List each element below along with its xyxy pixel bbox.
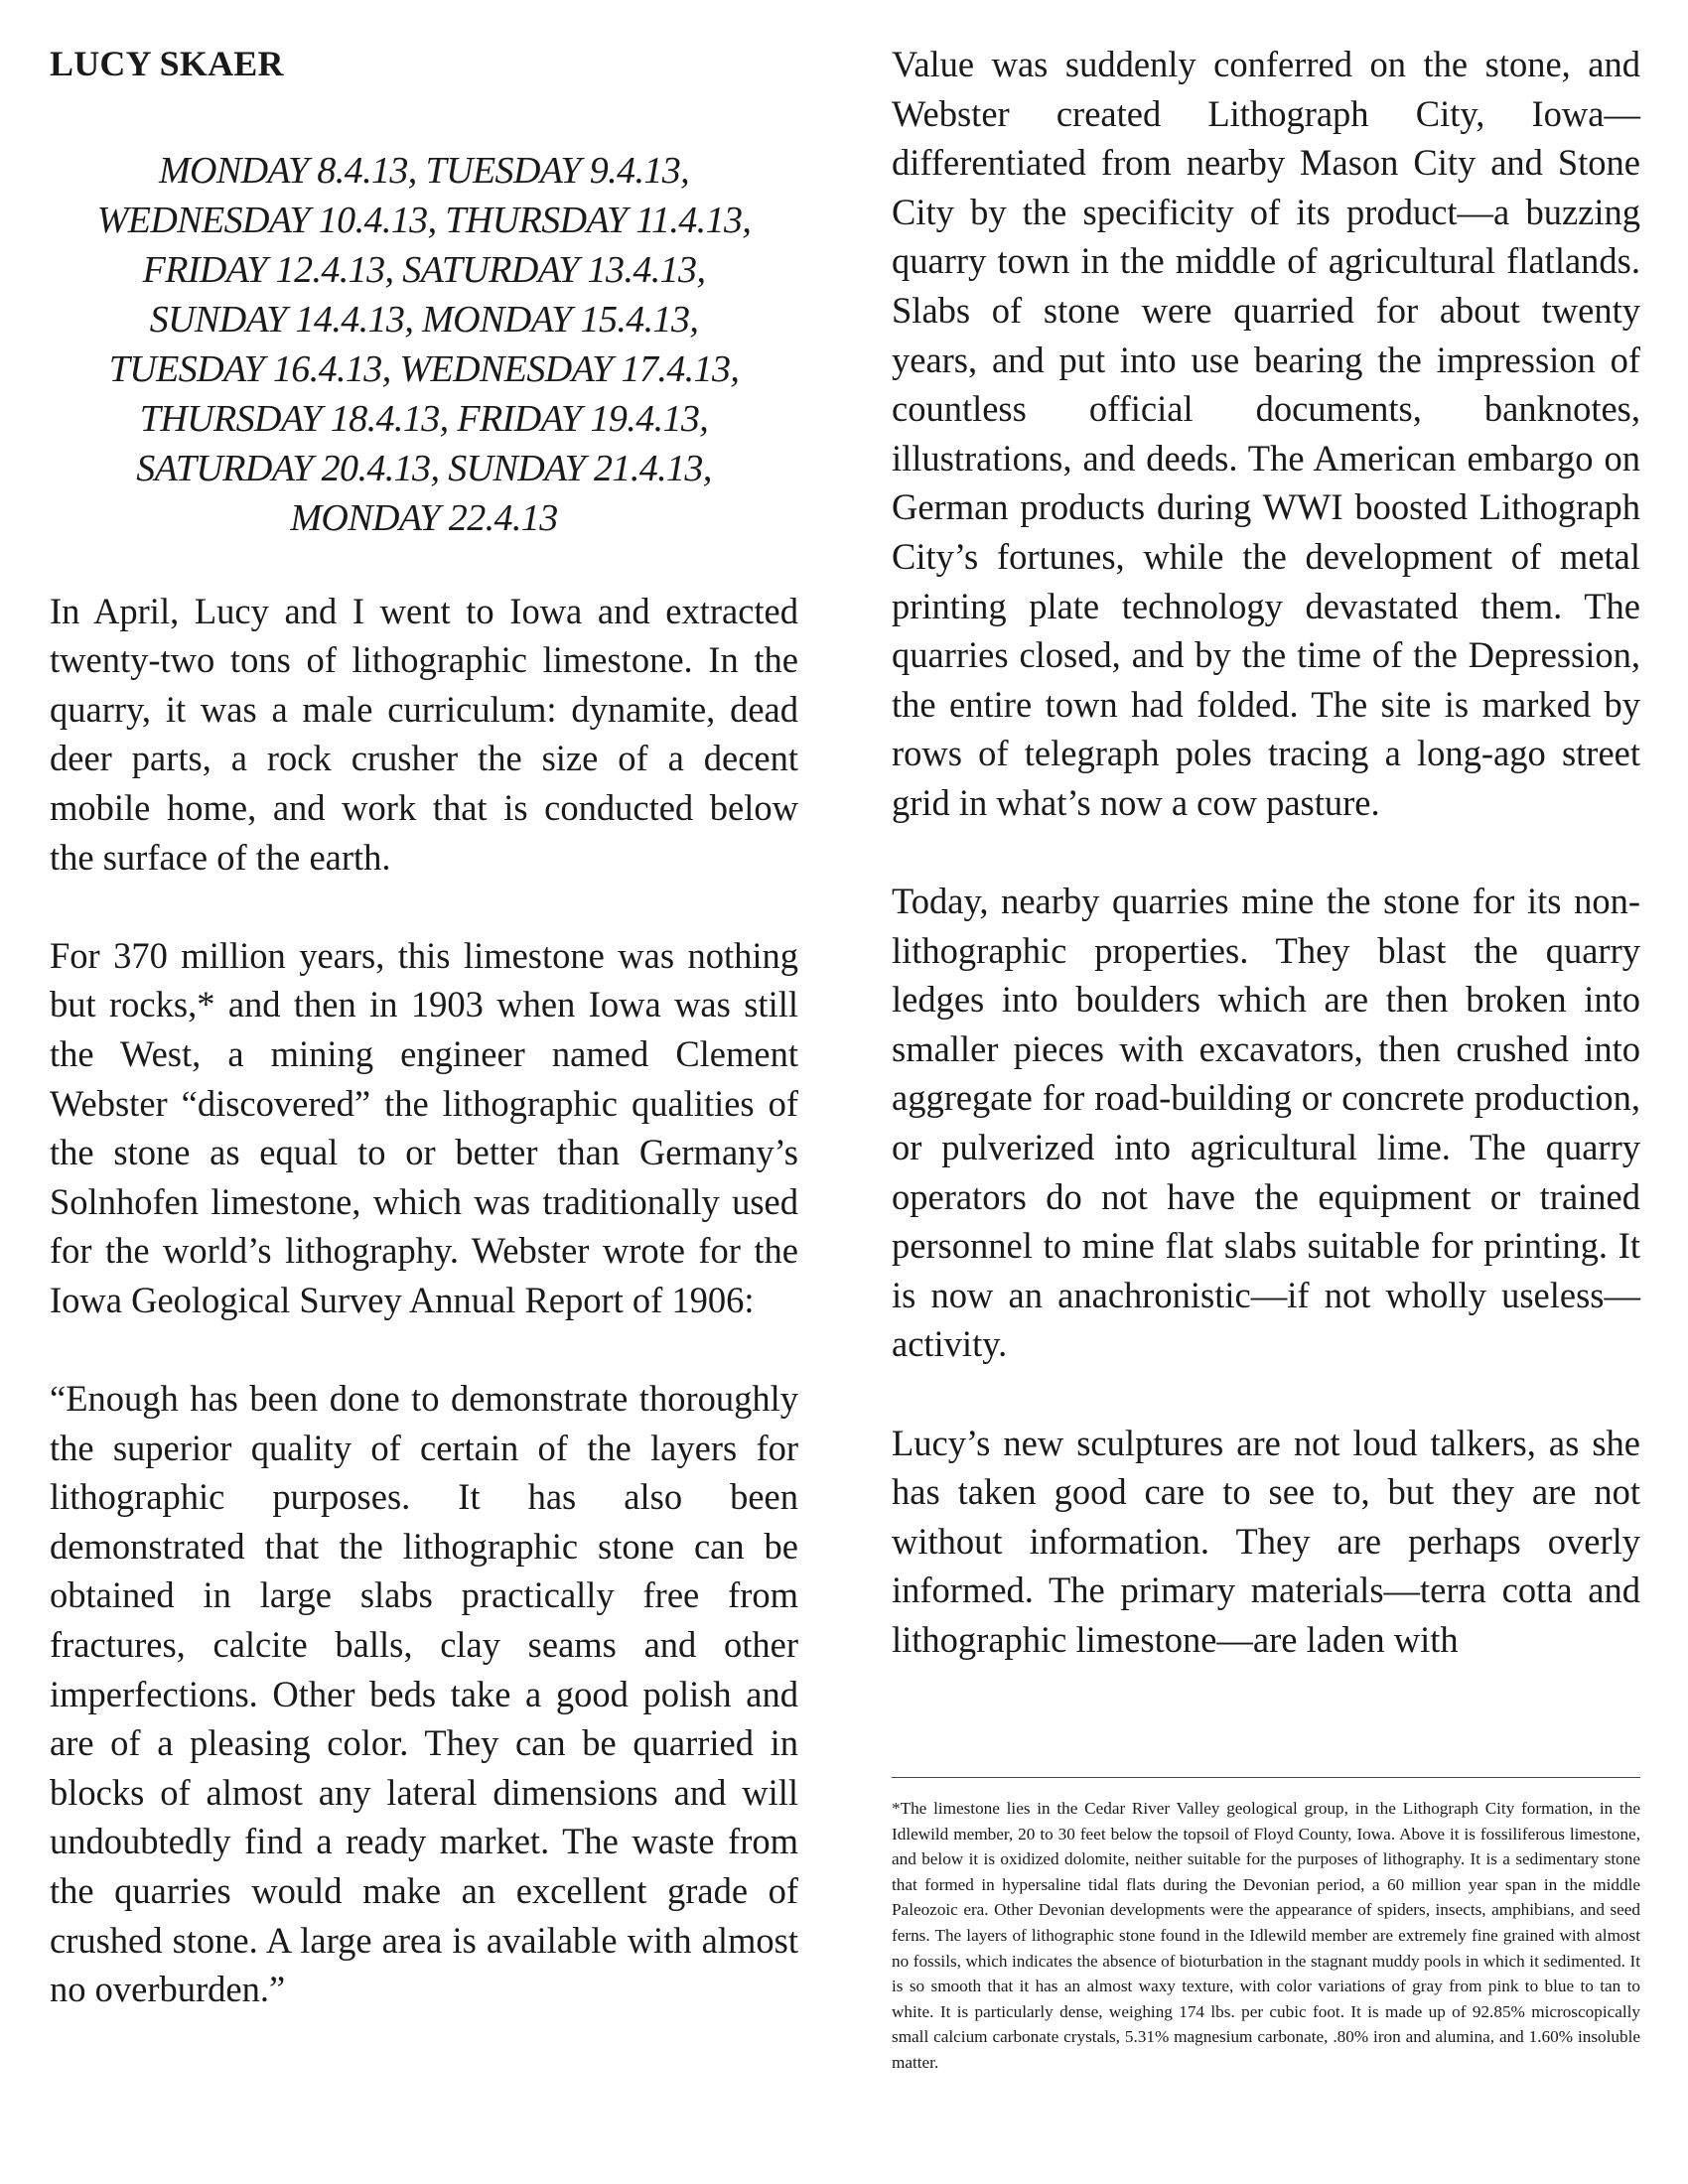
footnote-divider: [892, 1777, 1640, 1778]
body-paragraph: Today, nearby quarries mine the stone for its non-lithographic properties. They blast the quarry ledges into boulders which are then broken into smaller pieces with excavators, then crushed into aggregate for road-building or concrete production, or pulverized into agricultural lime. The quarry operators do not have the equipment or trained personnel to mine flat slabs suitable for printing. It is now an anachronistic—if not wholly useless—activity.: [892, 881, 1640, 1365]
quote-paragraph: “Enough has been done to demonstrate thoroughly the superior quality of certain of the layers for lithographic purposes. It has also been demonstrated that the lithographic stone can be obtained in large slabs practically free from fractures, calcite balls, clay seams and other imperfections. Other beds take a good polish and are of a pleasing color. They can be quarried in blocks of almost any lateral dimensions and will undoubtedly find a ready market. The waste from the quarries would make an excellent grade of crushed stone. A large area is available with almost no overburden.”: [50, 1378, 798, 2010]
date-line: MONDAY 22.4.13: [290, 496, 558, 539]
date-list: [50, 146, 798, 543]
date-line: FRIDAY 12.4.13, SATURDAY 13.4.13,: [142, 248, 706, 291]
body-paragraph: Lucy’s new sculptures are not loud talkers, as she has taken good care to see to, but they are not without information. They are perhaps overly informed. The primary materials—terra cotta and lithographic limestone—are laden with: [892, 1422, 1640, 1660]
body-paragraph: For 370 million years, this limestone was nothing but rocks,* and then in 1903 when Iowa was still the West, a mining engineer named Clement Webster “discovered” the lithographic qualities of the stone as equal to or better than Germany’s Solnhofen limestone, which was traditionally used for the world’s lithography. Webster wrote for the Iowa Geological Survey Annual Report of 1906:: [50, 934, 798, 1320]
footnote-section: [892, 1777, 1640, 2076]
left-column: [50, 40, 798, 2014]
date-line: THURSDAY 18.4.13, FRIDAY 19.4.13,: [139, 397, 709, 440]
right-column: [892, 40, 1640, 1665]
date-line: SUNDAY 14.4.13, MONDAY 15.4.13,: [149, 298, 699, 341]
date-line: MONDAY 8.4.13, TUESDAY 9.4.13,: [158, 149, 690, 192]
body-paragraph: Value was suddenly conferred on the stone, and Webster created Lithograph City, Iowa—differentiated from nearby Mason City and Stone City by the specificity of its product—a buzzing quarry town in the middle of agricultural flatlands. Slabs of stone were quarried for about twenty years, and put into use bearing the impression of countless official documents, banknotes, illustrations, and deeds. The American embargo on German products during WWI boosted Lithograph City’s fortunes, while the development of metal printing plate technology devastated them. The quarries closed, and by the time of the Depression, the entire town had folded. The site is marked by rows of telegraph poles tracing a long-ago street grid in what’s now a cow pasture.: [892, 44, 1640, 823]
author-name: LUCY SKAER: [50, 44, 284, 83]
date-line: SATURDAY 20.4.13, SUNDAY 21.4.13,: [136, 447, 712, 489]
footnote-text: *The limestone lies in the Cedar River Valley geological group, in the Lithograph City formation, in the Idlewild member, 20 to 30 feet below the topsoil of Floyd County, Iowa. Above it is fossiliferous limestone, and below it is oxidized dolomite, neither suitable for the purposes of lithography. It is a sedimentary stone that formed in hypersaline tidal flats during the Devonian period, a 60 million year span in the middle Paleozoic era. Other Devonian developments were the appearance of spiders, insects, amphibians, and seed ferns. The layers of lithographic stone found in the Idlewild member are extremely fine grained with almost no fossils, which indicates the absence of bioturbation in the stagnant muddy pools in which it sedimented. It is so smooth that it has an almost waxy texture, with color variations of gray from pink to blue to tan to white. It is particularly dense, weighing 174 lbs. per cubic foot. It is made up of 92.85% microscopically small calcium carbonate crystals, 5.31% magnesium carbonate, .80% iron and alumina, and 1.60% insoluble matter.: [892, 1799, 1640, 2072]
body-paragraph: In April, Lucy and I went to Iowa and extracted twenty-two tons of lithographic limestone. In the quarry, it was a male curriculum: dynamite, dead deer parts, a rock crusher the size of a decent mobile home, and work that is conducted below the surface of the earth.: [50, 590, 798, 878]
date-line: WEDNESDAY 10.4.13, THURSDAY 11.4.13,: [96, 199, 752, 241]
date-line: TUESDAY 16.4.13, WEDNESDAY 17.4.13,: [108, 347, 740, 390]
